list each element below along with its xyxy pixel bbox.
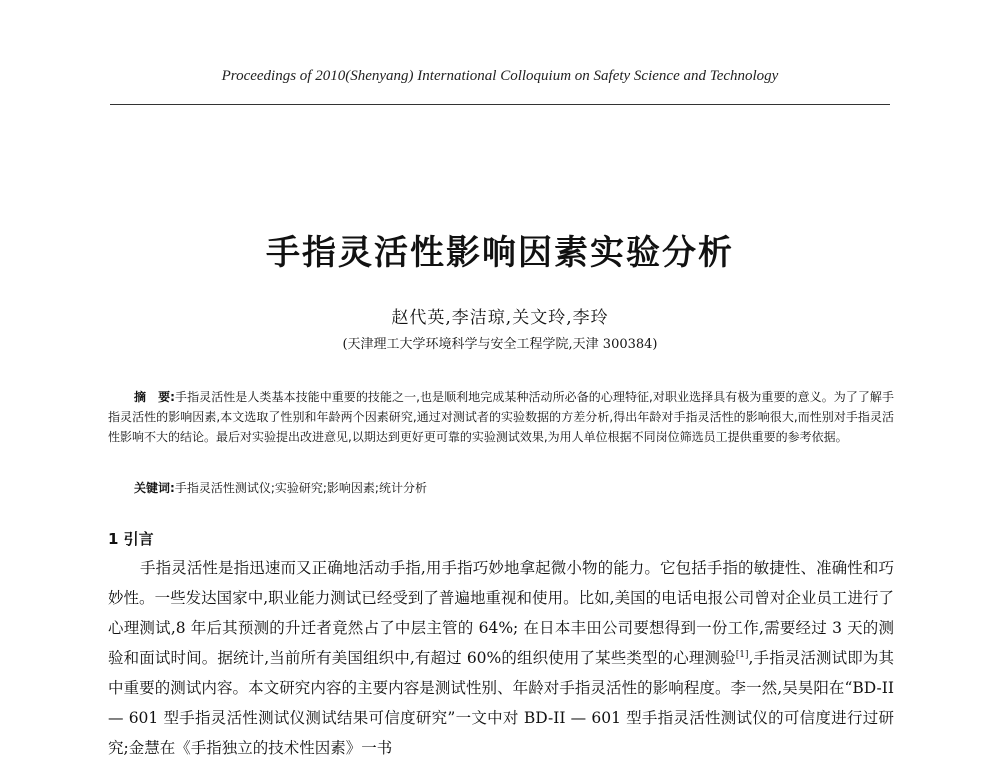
body-paragraph bbox=[108, 553, 894, 760]
body-text-part-1: 手指灵活性是指迅速而又正确地活动手指,用手指巧妙地拿起微小物的能力。它包括手指的敏捷性、准确性和巧妙性。一些发达国家中,职业能力测试已经受到了普遍地重视和使用。比如,美国的电话电报公司曾对企业员工进行了心理测试,8 年后其预测的升迁者竟然占了中层主管的 64%; 在日本丰田公司要想得到一份工作,需要经过 3 天的测验和面试时间。据统计,当前所有美国组织中,有超过 60%的组织使用了某些类型的心理测验 bbox=[108, 559, 894, 667]
affiliation: (天津理工大学环境科学与安全工程学院,天津 300384) bbox=[342, 337, 658, 352]
header-rule bbox=[110, 104, 890, 105]
citation-marker[interactable]: [1] bbox=[735, 649, 749, 660]
keywords-text: 手指灵活性测试仪;实验研究;影响因素;统计分析 bbox=[174, 481, 427, 495]
authors: 赵代英,李洁琼,关文玲,李玲 bbox=[391, 308, 609, 328]
abstract-label: 摘 要: bbox=[134, 390, 175, 404]
abstract-text: 手指灵活性是人类基本技能中重要的技能之一,也是顺利地完成某种活动所必备的心理特征,对职业选择具有极为重要的意义。为了了解手指灵活性的影响因素,本文选取了性别和年龄两个因素研究,通过对测试者的实验数据的方差分析,得出年龄对手指灵活性的影响很大,而性别对手指灵活性影响不大的结论。最后对实验提出改进意见,以期达到更好更可靠的实验测试效果,为用人单位根据不同岗位筛选员工提供重要的参考依据。 bbox=[108, 390, 894, 444]
abstract bbox=[108, 387, 894, 447]
section-heading-introduction: 1 引言 bbox=[108, 530, 154, 548]
body-text-part-2: ,手指灵活测试即为其中重要的测试内容。本文研究内容的主要内容是测试性别、年龄对手指灵活性的影响程度。李一然,吴昊阳在“BD-II — 601 型手指灵活性测试仪测试结果可信度研究”一文中对 BD-II — 601 型手指灵活性测试仪的可信度进行过研究;金慧在《手指独立的技术性因素》一书 bbox=[108, 649, 894, 757]
keywords-label: 关键词: bbox=[134, 481, 175, 495]
paper-title: 手指灵活性影响因素实验分析 bbox=[266, 233, 734, 273]
keywords bbox=[134, 478, 894, 498]
running-head: Proceedings of 2010(Shenyang) International Colloquium on Safety Science and Technology bbox=[221, 68, 779, 84]
